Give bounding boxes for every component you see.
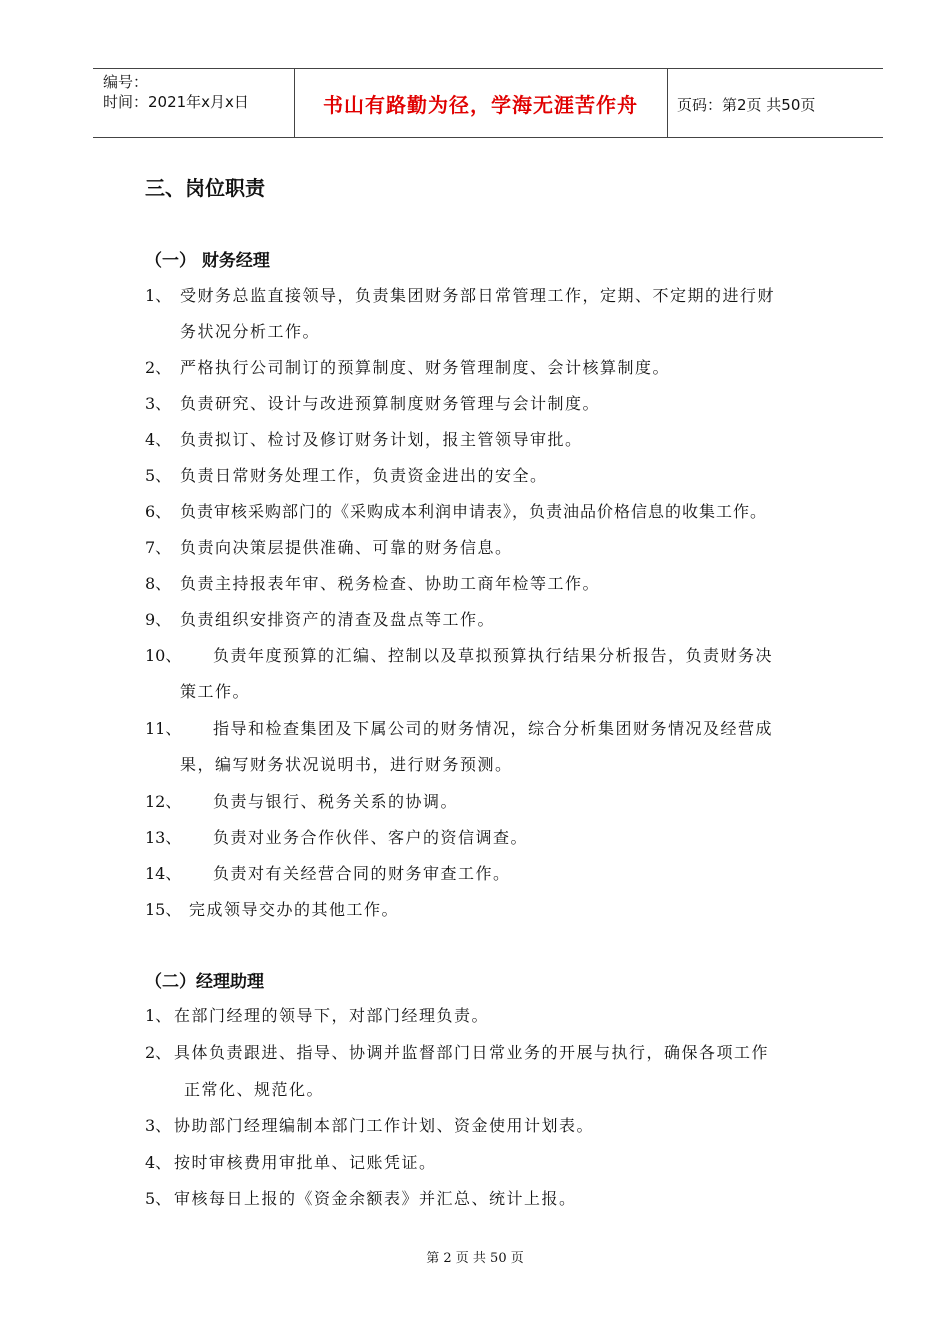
list-item-text: 负责审核采购部门的《采购成本利润申请表》，负责油品价格信息的收集工作。: [180, 502, 768, 521]
list-item-text: 负责研究、设计与改进预算制度财务管理与会计制度。: [180, 394, 601, 413]
list-item-text: 负责对有关经营合同的财务审查工作。: [213, 864, 511, 883]
list-item-number: 11、: [145, 719, 182, 738]
list-item-number: 1、: [145, 286, 172, 305]
list-item-number: 3、: [145, 394, 172, 413]
page-header: [93, 68, 883, 138]
list-item-text: 务状况分析工作。: [180, 322, 321, 341]
list-item-number: 15、: [145, 900, 182, 919]
header-page-cell: [667, 69, 883, 137]
list-item-text: 果，编写财务状况说明书，进行财务预测。: [180, 755, 513, 774]
list-item-number: 2、: [145, 1043, 172, 1062]
list-item-text: 负责年度预算的汇编、控制以及草拟预算执行结果分析报告，负责财务决: [213, 646, 774, 665]
list-item-text: 负责向决策层提供准确、可靠的财务信息。: [180, 538, 513, 557]
finance-manager-heading: （一） 财务经理: [145, 251, 270, 271]
list-item-text: 负责对业务合作伙伴、客户的资信调查。: [213, 828, 529, 847]
list-item-number: 13、: [145, 828, 182, 847]
list-item-number: 9、: [145, 610, 172, 629]
list-item-number: 4、: [145, 1153, 172, 1172]
document-time-label: 时间：2021年x月x日: [103, 93, 249, 111]
list-item-text: 正常化、规范化。: [184, 1080, 325, 1099]
list-item-text: 协助部门经理编制本部门工作计划、资金使用计划表。: [174, 1116, 595, 1135]
list-item-number: 5、: [145, 1189, 172, 1208]
list-item-number: 12、: [145, 792, 182, 811]
header-motto: 书山有路勤为径，学海无涯苦作舟: [323, 93, 638, 117]
list-item-text: 受财务总监直接领导，负责集团财务部日常管理工作，定期、不定期的进行财: [180, 286, 776, 305]
list-item-text: 按时审核费用审批单、记账凭证。: [174, 1153, 437, 1172]
section-title: 三、岗位职责: [145, 176, 265, 200]
list-item-text: 具体负责跟进、指导、协调并监督部门日常业务的开展与执行，确保各项工作: [174, 1043, 770, 1062]
list-item-number: 2、: [145, 358, 172, 377]
list-item-text: 指导和检查集团及下属公司的财务情况，综合分析集团财务情况及经营成: [213, 719, 774, 738]
page-footer: 第 2 页 共 50 页: [426, 1251, 524, 1266]
list-item-number: 1、: [145, 1006, 172, 1025]
list-item-text: 完成领导交办的其他工作。: [189, 900, 400, 919]
list-item-number: 5、: [145, 466, 172, 485]
list-item-text: 策工作。: [180, 682, 251, 701]
list-item-number: 4、: [145, 430, 172, 449]
list-item-text: 负责日常财务处理工作，负责资金进出的安全。: [180, 466, 548, 485]
list-item-text: 负责主持报表年审、税务检查、协助工商年检等工作。: [180, 574, 601, 593]
list-item-text: 严格执行公司制订的预算制度、财务管理制度、会计核算制度。: [180, 358, 671, 377]
assistant-manager-heading: （二）经理助理: [145, 972, 264, 992]
list-item-text: 负责组织安排资产的清查及盘点等工作。: [180, 610, 496, 629]
list-item-text: 审核每日上报的《资金余额表》并汇总、统计上报。: [174, 1189, 577, 1208]
header-motto-cell: [294, 69, 668, 137]
list-item-text: 负责与银行、税务关系的协调。: [213, 792, 459, 811]
header-info-cell: [93, 69, 295, 137]
list-item-text: 在部门经理的领导下，对部门经理负责。: [174, 1006, 490, 1025]
list-item-number: 7、: [145, 538, 172, 557]
list-item-number: 6、: [145, 502, 172, 521]
header-page-info: 页码：第2页 共50页: [677, 96, 816, 114]
document-number-label: 编号：: [103, 73, 149, 91]
list-item-number: 14、: [145, 864, 182, 883]
list-item-number: 3、: [145, 1116, 172, 1135]
list-item-number: 10、: [145, 646, 182, 665]
list-item-number: 8、: [145, 574, 172, 593]
list-item-text: 负责拟订、检讨及修订财务计划，报主管领导审批。: [180, 430, 583, 449]
